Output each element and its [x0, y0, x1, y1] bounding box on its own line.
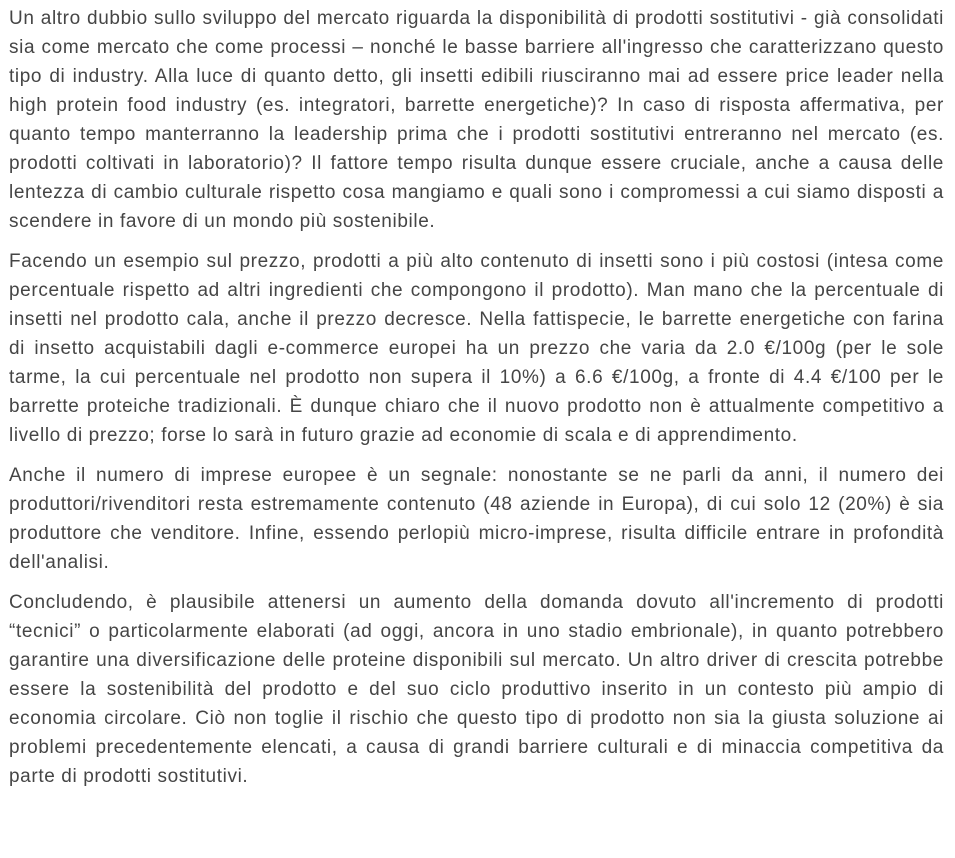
paragraph-market-doubts: Un altro dubbio sullo sviluppo del mercato riguarda la disponibilità di prodotti sostitutivi - già consolidati sia come mercato che come processi – nonché le basse barriere all'ingresso che caratterizzano questo tipo di industry. Alla luce di quanto detto, gli insetti edibili riusciranno mai ad essere price leader nella high protein food industry (es. integratori, barrette energetiche)? In caso di risposta affermativa, per quanto tempo manterranno la leadership prima che i prodotti sostitutivi entreranno nel mercato (es. prodotti coltivati in laboratorio)? Il fattore tempo risulta dunque essere cruciale, anche a causa delle lentezza di cambio culturale rispetto cosa mangiamo e quali sono i compromessi a cui siamo disposti a scendere in favore di un mondo più sostenibile.	[9, 8, 944, 232]
paragraph-conclusion: Concludendo, è plausibile attenersi un aumento della domanda dovuto all'incremento di prodotti “tecnici” o particolarmente elaborati (ad oggi, ancora in uno stadio embrionale), in quanto potrebbero garantire una diversificazione delle proteine disponibili sul mercato. Un altro driver di crescita potrebbe essere la sostenibilità del prodotto e del suo ciclo produttivo inserito in un contesto più ampio di economia circolare. Ciò non toglie il rischio che questo tipo di prodotto non sia la giusta soluzione ai problemi precedentemente elencati, a causa di grandi barriere culturali e di minaccia competitiva da parte di prodotti sostitutivi.	[9, 592, 944, 787]
paragraph-company-count: Anche il numero di imprese europee è un segnale: nonostante se ne parli da anni, il numero dei produttori/rivenditori resta estremamente contenuto (48 aziende in Europa), di cui solo 12 (20%) è sia produttore che venditore. Infine, essendo perlopiù micro-imprese, risulta difficile entrare in profondità dell'analisi.	[9, 465, 944, 573]
paragraph-price-example: Facendo un esempio sul prezzo, prodotti a più alto contenuto di insetti sono i più costosi (intesa come percentuale rispetto ad altri ingredienti che compongono il prodotto). Man mano che la percentuale di insetti nel prodotto cala, anche il prezzo decresce. Nella fattispecie, le barrette energetiche con farina di insetto acquistabili dagli e-commerce europei ha un prezzo che varia da 2.0 €/100g (per le sole tarme, la cui percentuale nel prodotto non supera il 10%) a 6.6 €/100g, a fronte di 4.4 €/100 per le barrette proteiche tradizionali. È dunque chiaro che il nuovo prodotto non è attualmente competitivo a livello di prezzo; forse lo sarà in futuro grazie ad economie di scala e di apprendimento.	[9, 251, 944, 446]
